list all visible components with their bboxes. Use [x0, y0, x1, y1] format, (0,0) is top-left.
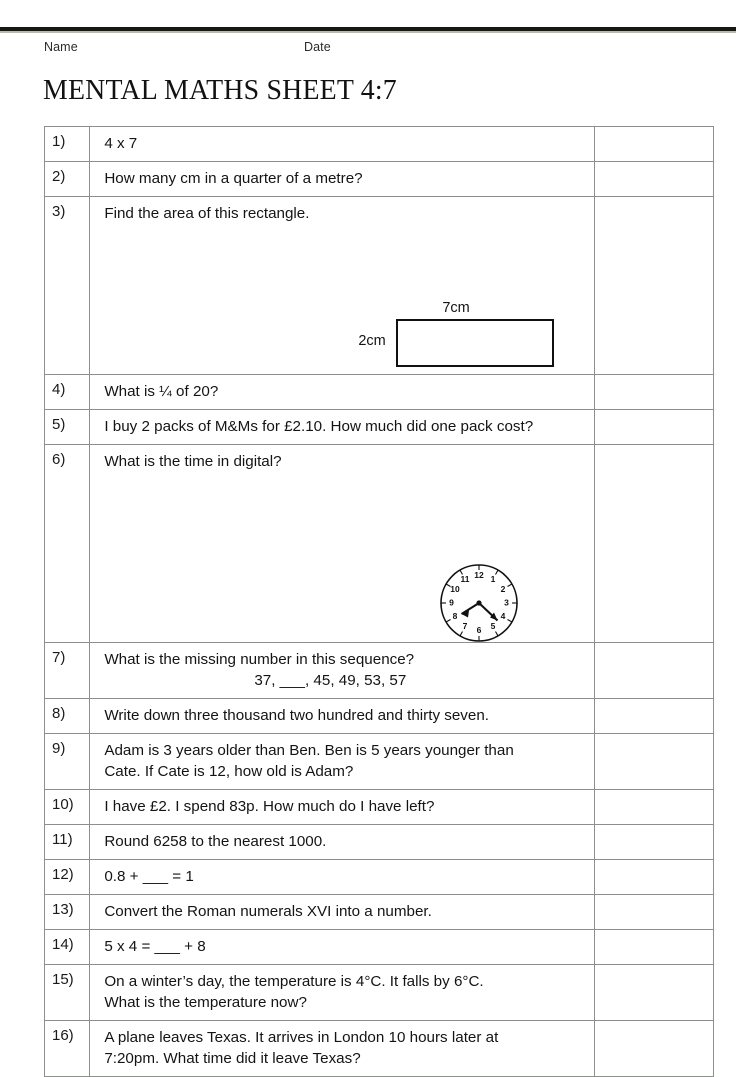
question-line-1: On a winter’s day, the temperature is 4°C. It falls by 6°C.	[104, 973, 484, 990]
table-row	[45, 930, 714, 965]
answer-cell[interactable]	[595, 790, 714, 825]
question-number: 1)	[52, 133, 66, 150]
answer-cell[interactable]	[595, 127, 714, 162]
name-date-header	[44, 40, 644, 58]
table-row	[45, 1021, 714, 1077]
question-line-2: 7:20pm. What time did it leave Texas?	[104, 1050, 361, 1067]
answer-cell[interactable]	[595, 643, 714, 699]
question-number: 5)	[52, 416, 66, 433]
question-line-2: 37, ___, 45, 49, 53, 57	[254, 672, 407, 689]
svg-text:11: 11	[460, 573, 470, 584]
question-line-1: Adam is 3 years older than Ben. Ben is 5 years younger than	[104, 742, 514, 759]
svg-text:1: 1	[490, 573, 496, 584]
date-label: Date	[304, 40, 331, 54]
svg-text:8: 8	[452, 610, 458, 621]
svg-text:7: 7	[462, 620, 468, 631]
name-label: Name	[44, 40, 78, 54]
question-line-1: What is the missing number in this sequence?	[104, 651, 415, 668]
question-number: 8)	[52, 705, 66, 722]
table-row	[45, 643, 714, 699]
rectangle-width-label: 7cm	[442, 300, 470, 316]
svg-text:2: 2	[500, 583, 506, 594]
table-row	[45, 410, 714, 445]
table-row	[45, 445, 714, 643]
svg-text:12: 12	[474, 569, 485, 580]
answer-cell[interactable]	[595, 699, 714, 734]
question-line-2: What is the temperature now?	[104, 994, 307, 1011]
answer-cell[interactable]	[595, 197, 714, 375]
question-text	[90, 643, 594, 698]
question-text: 4 x 7	[104, 135, 138, 152]
table-row	[45, 860, 714, 895]
clock-figure	[90, 558, 594, 642]
question-number: 16)	[52, 1027, 74, 1044]
question-number: 7)	[52, 649, 66, 666]
question-number: 12)	[52, 866, 74, 883]
question-number: 3)	[52, 203, 66, 220]
answer-cell[interactable]	[595, 860, 714, 895]
svg-text:9: 9	[449, 597, 455, 608]
question-text: What is the time in digital?	[104, 453, 282, 470]
svg-text:6: 6	[476, 624, 482, 635]
answer-cell[interactable]	[595, 162, 714, 197]
page-top-rule-shadow	[0, 31, 736, 33]
question-text	[90, 734, 594, 789]
table-row	[45, 895, 714, 930]
table-row	[45, 790, 714, 825]
answer-cell[interactable]	[595, 375, 714, 410]
question-text: Find the area of this rectangle.	[104, 205, 310, 222]
table-row	[45, 197, 714, 375]
question-number: 15)	[52, 971, 74, 988]
answer-cell[interactable]	[595, 445, 714, 643]
table-row	[45, 375, 714, 410]
table-row	[45, 734, 714, 790]
answer-cell[interactable]	[595, 734, 714, 790]
question-text: I have £2. I spend 83p. How much do I have left?	[104, 798, 435, 815]
worksheet-table	[44, 126, 714, 1077]
question-text: How many cm in a quarter of a metre?	[104, 170, 363, 187]
rectangle-height-label: 2cm	[358, 333, 386, 349]
question-text: I buy 2 packs of M&Ms for £2.10. How much did one pack cost?	[104, 418, 534, 435]
page-title: MENTAL MATHS SHEET 4:7	[43, 74, 397, 106]
question-text: Write down three thousand two hundred and thirty seven.	[104, 707, 490, 724]
rectangle-shape	[396, 319, 554, 367]
answer-cell[interactable]	[595, 965, 714, 1021]
question-text: Round 6258 to the nearest 1000.	[104, 833, 327, 850]
question-text: 0.8 + ___ = 1	[104, 868, 194, 885]
svg-text:5: 5	[490, 620, 496, 631]
svg-text:4: 4	[500, 610, 506, 621]
table-row	[45, 965, 714, 1021]
answer-cell[interactable]	[595, 895, 714, 930]
question-text: Convert the Roman numerals XVI into a number.	[104, 903, 432, 920]
question-number: 10)	[52, 796, 74, 813]
question-number: 2)	[52, 168, 66, 185]
question-text: 5 x 4 = ___ + 8	[104, 938, 206, 955]
answer-cell[interactable]	[595, 825, 714, 860]
question-number: 6)	[52, 451, 66, 468]
question-text	[90, 965, 594, 1020]
table-row	[45, 162, 714, 197]
analog-clock-icon	[436, 560, 522, 646]
answer-cell[interactable]	[595, 410, 714, 445]
table-row	[45, 825, 714, 860]
answer-cell[interactable]	[595, 930, 714, 965]
question-number: 9)	[52, 740, 66, 757]
question-line-2: Cate. If Cate is 12, how old is Adam?	[104, 763, 354, 780]
question-text: What is ¼ of 20?	[104, 383, 219, 400]
table-row	[45, 127, 714, 162]
question-number: 14)	[52, 936, 74, 953]
question-number: 11)	[52, 831, 73, 848]
question-number: 13)	[52, 901, 74, 918]
table-row	[45, 699, 714, 734]
question-text	[90, 1021, 594, 1076]
rectangle-figure	[90, 300, 594, 374]
svg-text:3: 3	[504, 597, 510, 608]
question-line-1: A plane leaves Texas. It arrives in London 10 hours later at	[104, 1029, 499, 1046]
question-number: 4)	[52, 381, 66, 398]
svg-text:10: 10	[450, 583, 461, 594]
answer-cell[interactable]	[595, 1021, 714, 1077]
